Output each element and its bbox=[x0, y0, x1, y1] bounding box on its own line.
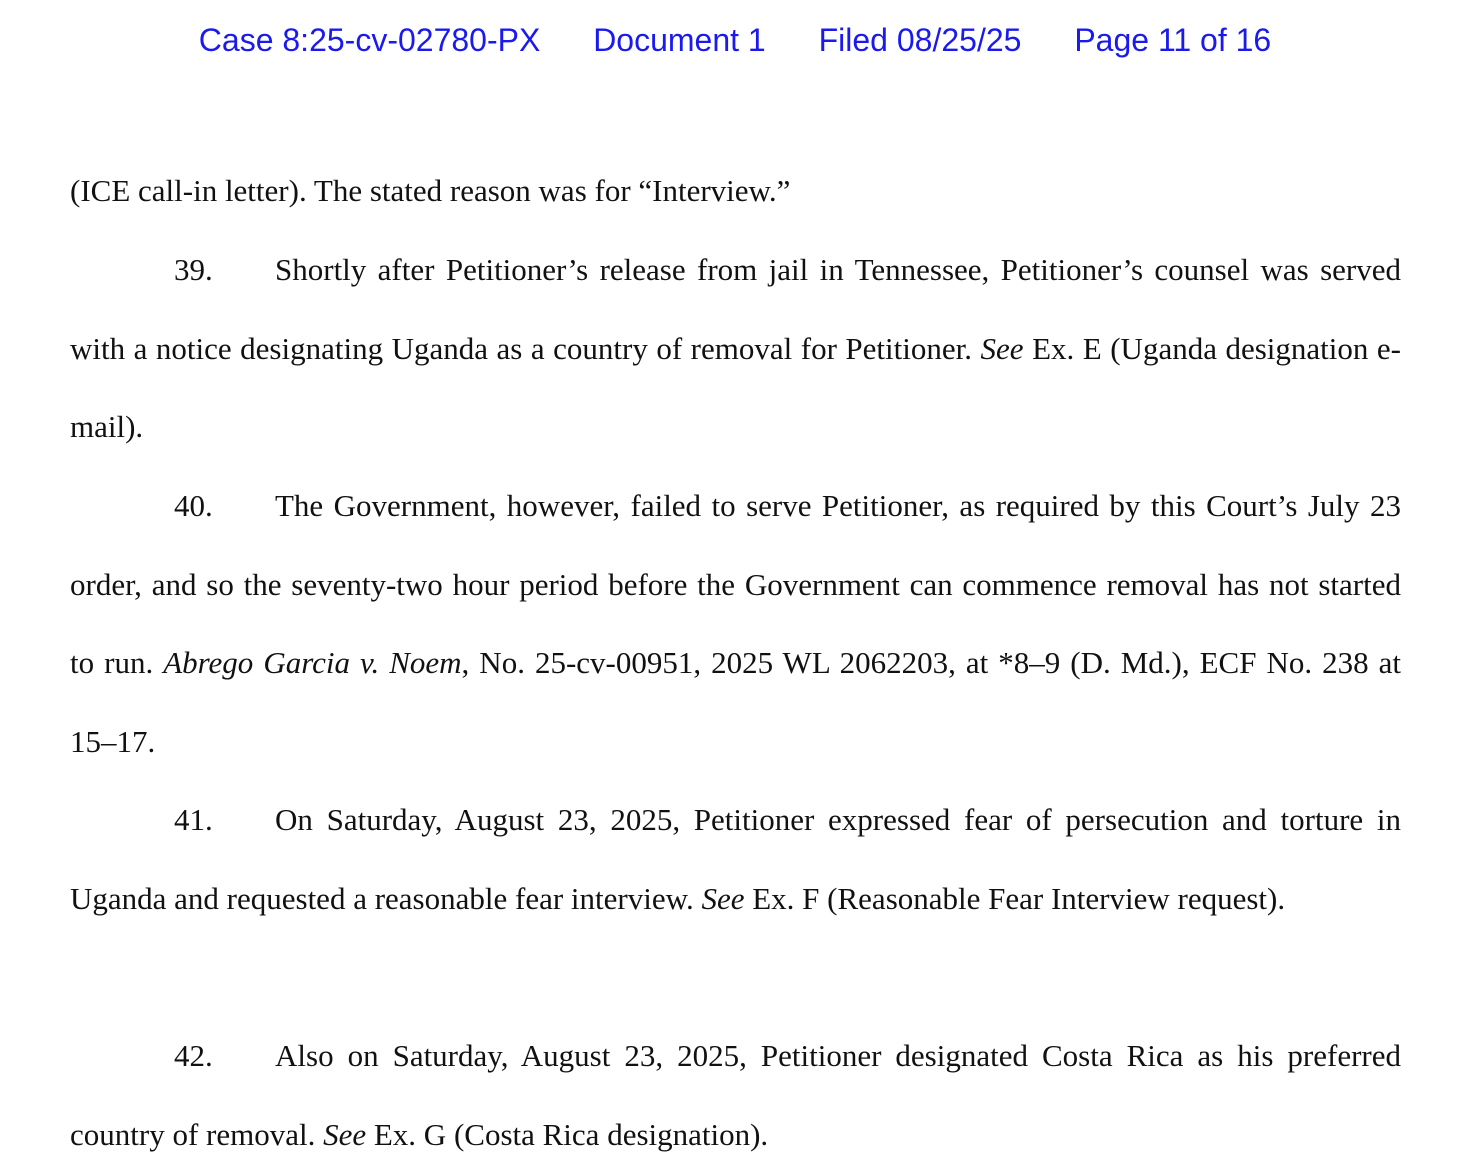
continuation-text: (ICE call-in letter). The stated reason was for “Interview.” bbox=[70, 173, 791, 208]
paragraph-39: 39. Shortly after Petitioner’s release from jail in Tennessee, Petitioner’s counsel was served with a notice designating Uganda as a country of removal for Petitioner. See Ex. E (Uganda designation e-mail). bbox=[70, 231, 1401, 467]
ecf-header bbox=[0, 18, 1470, 62]
paragraph-number: 42. bbox=[174, 1038, 213, 1073]
paragraph-42: 42. Also on Saturday, August 23, 2025, Petitioner designated Costa Rica as his preferred country of removal. See Ex. G (Costa Rica designation). bbox=[70, 1017, 1401, 1174]
paragraph-number: 39. bbox=[174, 252, 213, 287]
filed-date: Filed 08/25/25 bbox=[818, 22, 1022, 58]
paragraph-41: 41. On Saturday, August 23, 2025, Petitioner expressed fear of persecution and torture in Uganda and requested a reasonable fear interview. See Ex. F (Reasonable Fear Interview request). bbox=[70, 781, 1401, 938]
case-number: Case 8:25-cv-02780-PX bbox=[198, 22, 541, 58]
paragraph-number: 40. bbox=[174, 488, 213, 523]
document-number: Document 1 bbox=[593, 22, 766, 58]
paragraph-number: 41. bbox=[174, 802, 213, 837]
paragraph-40: 40. The Government, however, failed to serve Petitioner, as required by this Court’s July 23 order, and so the seventy-two hour period before the Government can commence removal has not started to run. Abrego Garcia v. Noem, No. 25-cv-00951, 2025 WL 2062203, at *8–9 (D. Md.), ECF No. 238 at 15–17. bbox=[70, 467, 1401, 781]
page-number: Page 11 of 16 bbox=[1074, 22, 1272, 58]
